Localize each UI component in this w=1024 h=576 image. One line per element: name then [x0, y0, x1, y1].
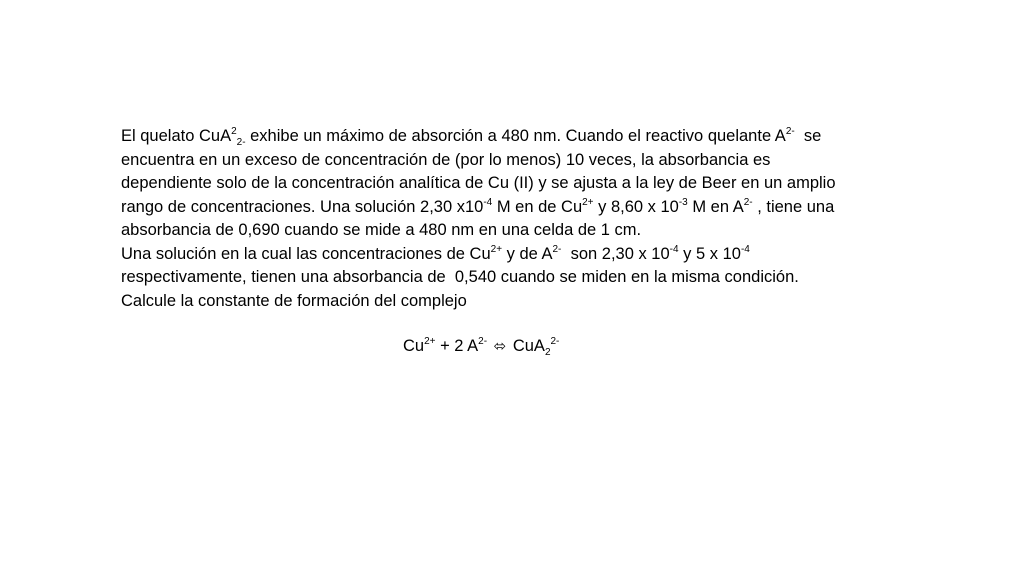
problem-line-6 [121, 243, 921, 267]
subscript: 2 [544, 347, 551, 358]
problem-line-7: respectivamente, tienen una absorbancia de 0,540 cuando se miden en la misma condición. [121, 268, 799, 286]
problem-line-5: absorbancia de 0,690 cuando se mide a 480 nm en una celda de 1 cm. [121, 221, 642, 239]
text-segment: son 2,30 x 10 [561, 244, 670, 263]
equation-segment: Cu [403, 337, 425, 355]
problem-line-1 [121, 125, 921, 149]
text-segment: y 8,60 x 10 [593, 197, 679, 216]
problem-line-8: Calcule la constante de formación del complejo [121, 291, 467, 310]
text-segment: rango de concentraciones. Una solución 2,30 x10 [121, 197, 484, 216]
text-segment: M en de Cu [492, 197, 583, 216]
text-segment: El quelato CuA [121, 127, 232, 145]
text-segment: exhibe un máximo de absorción a 480 nm. Cuando el reactivo quelante A [245, 127, 786, 145]
text-segment: Una solución en la cual las concentraciones de Cu [121, 244, 491, 263]
superscript: 2 [231, 126, 237, 137]
problem-line-2: encuentra en un exceso de concentración de (por lo menos) 10 veces, la absorbancia es [121, 150, 771, 169]
subscript: 2- [236, 137, 246, 148]
equation-segment: CuA [508, 337, 545, 355]
superscript: 2+ [490, 243, 503, 255]
superscript: 2+ [582, 196, 594, 208]
text-segment: , tiene una [752, 197, 835, 216]
problem-statement [121, 125, 921, 313]
text-segment: se [794, 127, 822, 145]
chemical-equation [403, 335, 559, 359]
superscript: -4 [740, 243, 750, 255]
problem-line-3: dependiente solo de la concentración analítica de Cu (II) y se ajusta a la ley de Beer en un amplio [121, 174, 836, 192]
superscript: 2+ [424, 336, 436, 347]
equilibrium-arrow-icon: ⬄ [493, 337, 507, 355]
text-segment: y de A [502, 244, 553, 263]
superscript: -4 [669, 243, 679, 255]
problem-line-4 [121, 196, 921, 220]
superscript: -3 [678, 196, 688, 208]
text-segment: M en A [687, 197, 744, 216]
superscript: 2- [785, 126, 795, 137]
superscript: 2- [552, 243, 562, 255]
superscript: 2- [550, 336, 560, 347]
text-segment: y 5 x 10 [678, 244, 741, 263]
superscript: 2- [478, 336, 488, 347]
superscript: 2- [743, 196, 753, 208]
superscript: -4 [483, 196, 493, 208]
equation-segment: + 2 A [435, 337, 479, 355]
